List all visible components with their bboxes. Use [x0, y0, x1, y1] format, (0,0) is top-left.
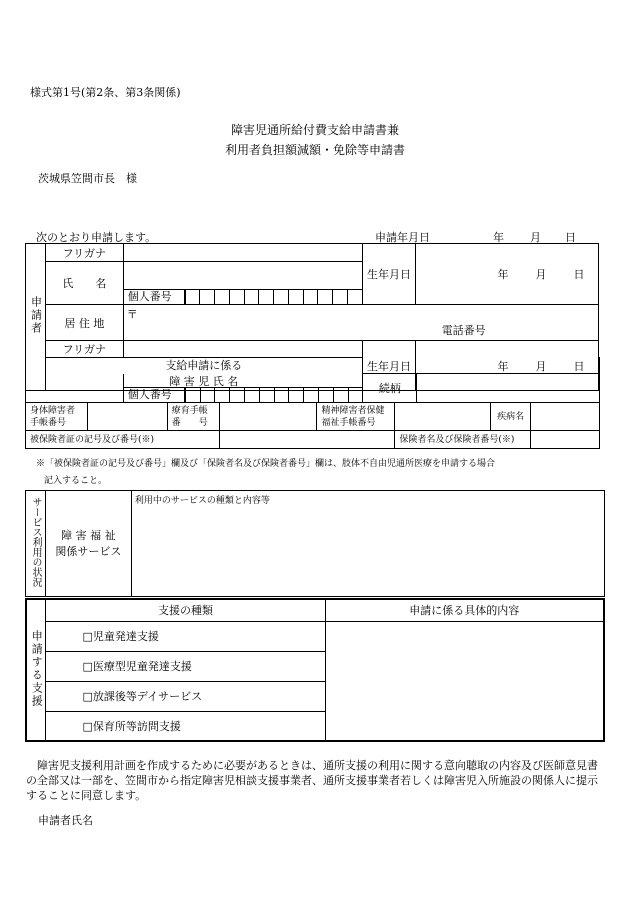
notebook-table	[25, 402, 600, 449]
phone-label: 電話番号	[441, 324, 486, 337]
child-name-label: 支給申請に係る 障 害 児 氏 名	[45, 358, 362, 391]
rehab-input[interactable]	[219, 403, 317, 431]
service-detail-field[interactable]	[131, 491, 604, 597]
personal-number-field[interactable]	[123, 290, 362, 305]
applicant-name-label: 申請者氏名	[38, 814, 93, 827]
note-line1: ※「被保険者証の記号及び番号」欄及び「保険者名及び保険者番号」欄は、肢体不自由児通所医療を申請する場合	[36, 459, 496, 469]
day-label: 日	[565, 231, 576, 244]
year-label: 年	[493, 231, 504, 244]
form-title-line2: 利用者負担額減額・免除等申請書	[224, 143, 405, 157]
insurer-label: 保険者名及び保険者番号(※)	[395, 431, 531, 449]
birth-date-label: 生年月日	[362, 244, 416, 305]
child-table	[25, 373, 600, 403]
consent-text: 障害児支援利用計画を作成するために必要があるときは、通所支援の利用に関する意向聴取の内容及び医師意見書の全部又は一部を、笠間市から指定障害児相談支援事業者、通所支援事業者若しくは障害児入所施設の関係人に提示することに同意します。	[26, 759, 598, 802]
relationship-label: 続柄	[363, 374, 417, 403]
furigana-label: フリガナ	[45, 244, 123, 262]
addressee: 茨城県笠間市長 様	[38, 172, 137, 185]
service-vertical-label: サービス利用の状況	[26, 491, 46, 597]
support-item[interactable]: □保育所等訪問支援	[46, 711, 325, 741]
insurance-card-label: 被保険者証の記号及び番号(※)	[26, 431, 220, 449]
child-birth-date-field[interactable]: 年 月 日	[416, 341, 599, 391]
apply-vertical-label: 申請する支援	[26, 599, 46, 741]
name-input[interactable]	[123, 262, 362, 290]
insurer-input[interactable]	[531, 431, 600, 449]
child-furigana-input[interactable]	[123, 341, 362, 358]
form-number: 様式第1号(第2条、第3条関係)	[30, 86, 181, 99]
welfare-service-label: 障 害 福 祉 関係サービス	[45, 491, 131, 597]
service-detail-label: 利用中のサービスの種類と内容等	[134, 496, 270, 506]
rehab-label: 療育手帳 番 号	[167, 403, 219, 431]
furigana-input[interactable]	[123, 244, 362, 262]
applicant-vertical-label: 申請者	[26, 244, 46, 391]
physical-disability-input[interactable]	[87, 403, 167, 431]
support-table	[25, 598, 605, 742]
child-personal-number-field[interactable]	[123, 388, 363, 403]
child-birth-date-label: 生年月日	[362, 341, 416, 391]
disease-name-label: 疾病名	[491, 403, 531, 431]
month-label: 月	[530, 231, 541, 244]
mental-input[interactable]	[395, 403, 491, 431]
support-item[interactable]: □医療型児童発達支援	[46, 651, 325, 681]
birth-date-field[interactable]: 年 月 日	[416, 244, 599, 305]
detail-header: 申請に係る具体的内容	[325, 599, 604, 621]
name-label: 氏 名	[45, 262, 123, 305]
postal-mark: 〒	[126, 308, 138, 321]
mental-label: 精神障害者保健 福祉手帳番号	[317, 403, 395, 431]
service-table	[25, 490, 605, 597]
intro-text: 次のとおり申請します。	[36, 231, 157, 244]
address-label: 居 住 地	[45, 305, 123, 341]
child-personal-number-label: 個人番号	[124, 388, 185, 402]
child-furigana-label: フリガナ	[45, 341, 123, 358]
application-date-label: 申請年月日	[375, 231, 430, 244]
personal-number-label: 個人番号	[124, 290, 185, 304]
detail-input[interactable]	[325, 621, 604, 741]
address-field[interactable]	[123, 305, 598, 341]
form-title-line1: 障害児通所給付費支給申請書兼	[230, 123, 399, 137]
support-item[interactable]: □児童発達支援	[46, 621, 325, 651]
support-item[interactable]: □放課後等デイサービス	[46, 681, 325, 711]
note-line2: 記入すること。	[44, 476, 108, 486]
insurance-card-input[interactable]	[219, 431, 395, 449]
physical-disability-label: 身体障害者 手帳番号	[26, 403, 88, 431]
relationship-input[interactable]	[417, 374, 600, 403]
support-type-header: 支援の種類	[46, 599, 325, 621]
disease-name-input[interactable]	[531, 403, 600, 431]
applicant-table	[25, 243, 600, 391]
